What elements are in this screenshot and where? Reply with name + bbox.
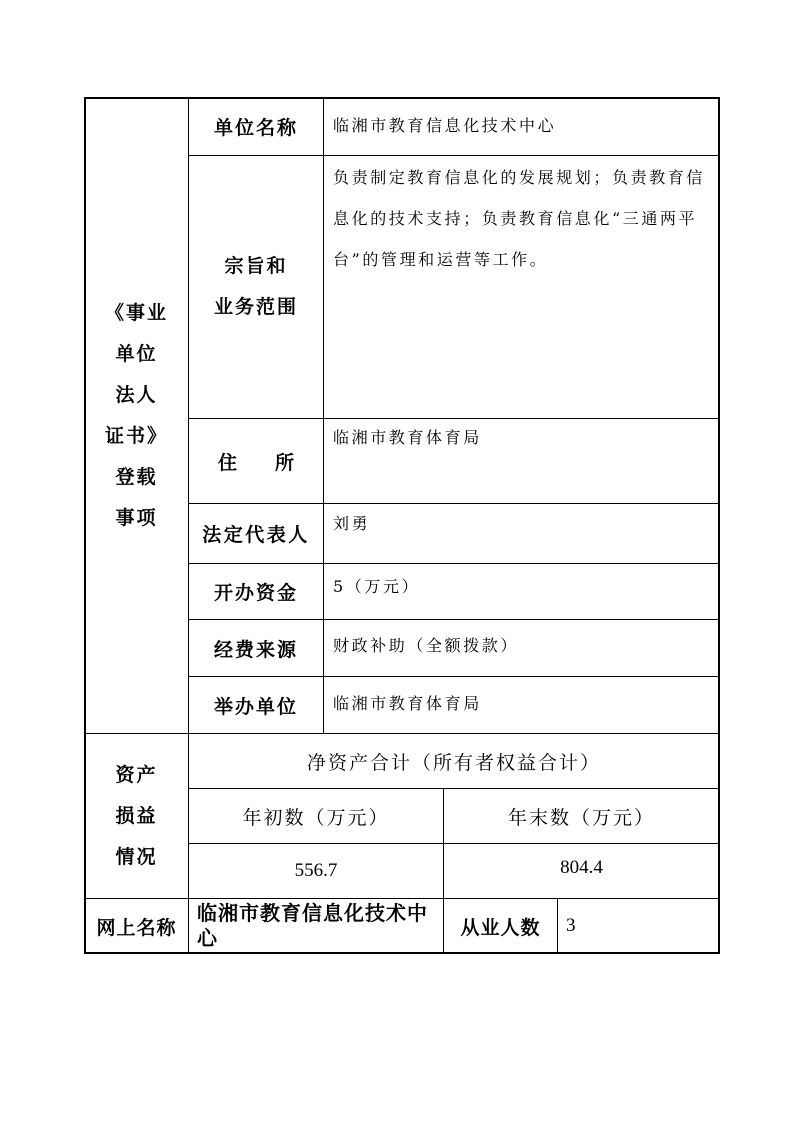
unit-name-label: 单位名称 <box>188 97 324 156</box>
staff-count-label: 从业人数 <box>443 898 558 954</box>
registration-group-label <box>84 97 189 734</box>
purpose-scope-value: 负责制定教育信息化的发展规划；负责教育信息化的技术支持；负责教育信息化“三通两平台”的管理和运营等工作。 <box>323 155 720 419</box>
address-label: 住 所 <box>188 418 324 504</box>
assets-group-label-line: 损益 <box>115 804 158 827</box>
group-label-line: 登载 <box>115 465 158 488</box>
group-label-line: 事项 <box>115 506 158 529</box>
registration-table <box>84 97 719 953</box>
closing-value: 804.4 <box>443 843 720 899</box>
group-label-line: 单位 <box>115 342 158 365</box>
group-label-line: 法人 <box>115 383 158 406</box>
assets-group-label-line: 情况 <box>115 845 158 868</box>
opening-value: 556.7 <box>188 843 444 899</box>
start-capital-label: 开办资金 <box>188 563 324 620</box>
purpose-scope-label <box>188 155 324 419</box>
group-label-line: 《事业 <box>104 301 168 324</box>
sponsor-value: 临湘市教育体育局 <box>323 676 720 734</box>
net-assets-header: 净资产合计（所有者权益合计） <box>188 733 720 789</box>
sponsor-label: 举办单位 <box>188 676 324 734</box>
assets-group-label <box>84 733 189 899</box>
group-label-line: 证书》 <box>104 424 168 447</box>
unit-name-value: 临湘市教育信息化技术中心 <box>323 97 720 156</box>
staff-count-value: 3 <box>557 898 720 954</box>
start-capital-value: 5（万元） <box>323 563 720 620</box>
online-name-text: 临湘市教育信息化技术中心 <box>197 901 428 950</box>
online-name-value <box>188 898 444 954</box>
funding-source-label: 经费来源 <box>188 619 324 677</box>
address-value: 临湘市教育体育局 <box>323 418 720 504</box>
assets-group-label-line: 资产 <box>115 763 158 786</box>
funding-source-value: 财政补助（全额拨款） <box>323 619 720 677</box>
legal-rep-value: 刘勇 <box>323 503 720 564</box>
legal-rep-label: 法定代表人 <box>188 503 324 564</box>
online-name-label: 网上名称 <box>84 898 189 954</box>
purpose-scope-label-line: 宗旨和 <box>224 255 288 277</box>
closing-label: 年末数（万元） <box>443 788 720 844</box>
opening-label: 年初数（万元） <box>188 788 444 844</box>
purpose-scope-label-line: 业务范围 <box>213 296 298 318</box>
